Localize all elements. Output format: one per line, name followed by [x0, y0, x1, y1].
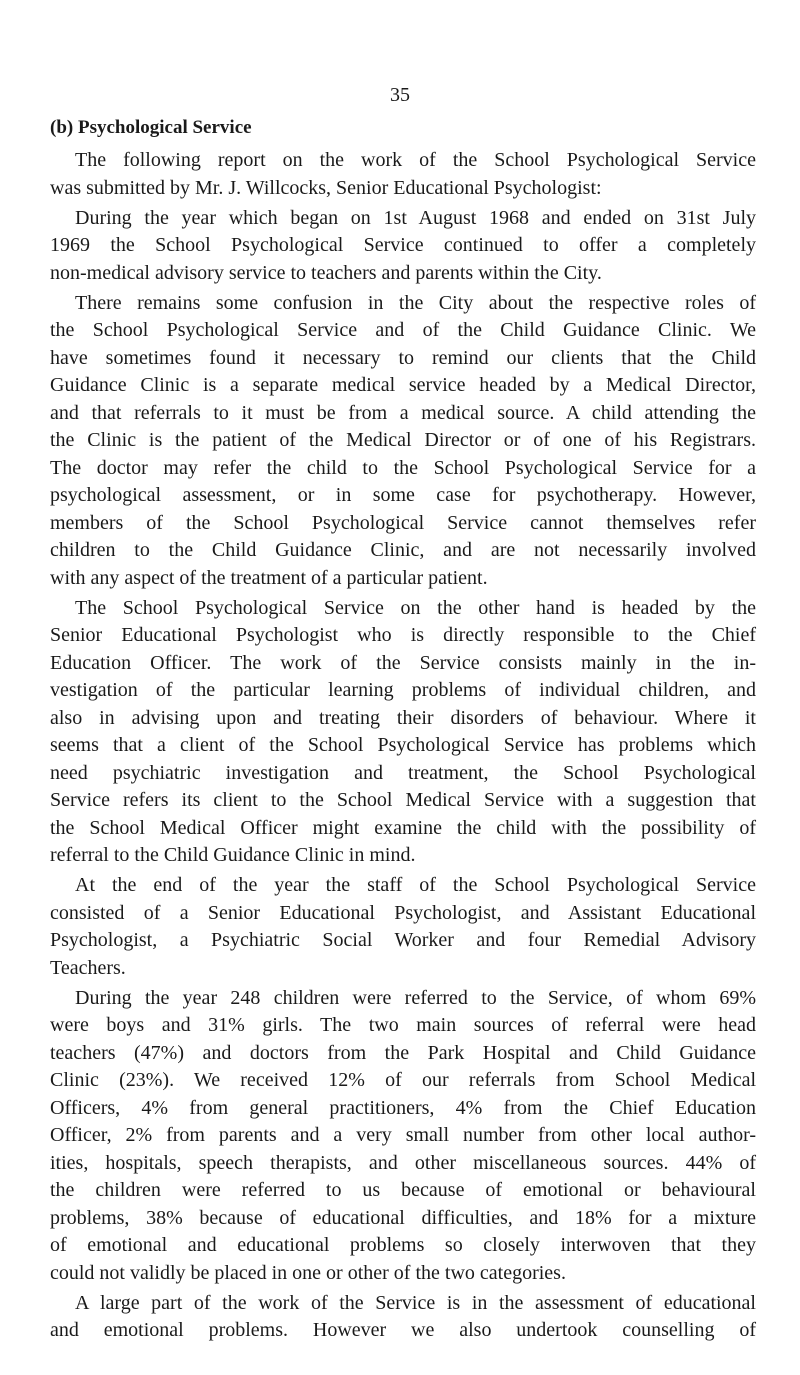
text-line: with any aspect of the treatment of a particular patient.: [50, 566, 488, 589]
page-number: 35: [390, 84, 410, 106]
paragraph: [50, 872, 756, 982]
text-line: During the year 248 children were referred to the Service, of whom 69%: [75, 986, 756, 1009]
text-line: members of the School Psychological Service cannot themselves refer: [50, 511, 756, 534]
text-line: The doctor may refer the child to the School Psychological Service for a: [50, 456, 756, 479]
text-line: teachers (47%) and doctors from the Park Hospital and Child Guidance: [50, 1041, 756, 1064]
paragraph: [50, 985, 756, 1288]
text-line: Clinic (23%). We received 12% of our referrals from School Medical: [50, 1069, 756, 1091]
paragraph: [50, 147, 756, 202]
text-line: children to the Child Guidance Clinic, and are not necessarily involved: [50, 539, 756, 561]
text-line: could not validly be placed in one or other of the two categories.: [50, 1261, 566, 1284]
text-line: consisted of a Senior Educational Psychologist, and Assistant Educational: [50, 901, 756, 924]
text-line: the School Medical Officer might examine the child with the possibility of: [50, 816, 756, 839]
text-line: ities, hospitals, speech therapists, and other miscellaneous sources. 44% of: [50, 1151, 756, 1174]
text-line: 1969 the School Psychological Service continued to offer a completely: [50, 234, 756, 256]
text-line: and that referrals to it must be from a medical source. A child attending the: [50, 401, 756, 424]
text-line: The following report on the work of the School Psychological Service: [75, 149, 756, 171]
text-line: Education Officer. The work of the Service consists mainly in the in-: [50, 651, 756, 674]
text-line: seems that a client of the School Psychological Service has problems which: [50, 734, 756, 756]
text-line: the Clinic is the patient of the Medical Director or of one of his Registrars.: [50, 429, 756, 451]
paragraph: [50, 595, 756, 870]
text-line: was submitted by Mr. J. Willcocks, Senior Educational Psychologist:: [50, 176, 602, 199]
text-line: the School Psychological Service and of the Child Guidance Clinic. We: [50, 319, 756, 341]
text-line: need psychiatric investigation and treatment, the School Psychological: [50, 761, 756, 784]
text-line: There remains some confusion in the City about the respective roles of: [75, 291, 756, 314]
text-line: A large part of the work of the Service is in the assessment of educational: [75, 1291, 756, 1314]
text-line: Officers, 4% from general practitioners, 4% from the Chief Education: [50, 1096, 756, 1119]
text-line: Service refers its client to the School Medical Service with a suggestion that: [50, 789, 756, 811]
text-line: referral to the Child Guidance Clinic in mind.: [50, 844, 416, 866]
text-line: psychological assessment, or in some case for psychotherapy. However,: [50, 484, 756, 506]
text-line: Teachers.: [50, 956, 126, 979]
text-line: At the end of the year the staff of the School Psychological Service: [75, 874, 756, 896]
text-line: Senior Educational Psychologist who is directly responsible to the Chief: [50, 624, 756, 646]
text-line: Guidance Clinic is a separate medical service headed by a Medical Director,: [50, 374, 756, 396]
text-line: problems, 38% because of educational difficulties, and 18% for a mixture: [50, 1206, 756, 1229]
text-line: During the year which began on 1st August 1968 and ended on 31st July: [75, 206, 756, 229]
paragraph: [50, 1290, 756, 1345]
section-heading: (b) Psychological Service: [50, 117, 252, 138]
paragraph: [50, 290, 756, 593]
text-line: and emotional problems. However we also undertook counselling of: [50, 1319, 756, 1341]
text-line: the children were referred to us because of emotional or behavioural: [50, 1179, 756, 1201]
text-line: also in advising upon and treating their disorders of behaviour. Where it: [50, 706, 756, 729]
text-line: Psychologist, a Psychiatric Social Worker and four Remedial Advisory: [50, 929, 756, 951]
text-line: non-medical advisory service to teachers and parents within the City.: [50, 261, 602, 284]
text-line: Officer, 2% from parents and a very small number from other local author-: [50, 1124, 756, 1146]
text-line: The School Psychological Service on the other hand is headed by the: [75, 596, 756, 619]
text-line: vestigation of the particular learning problems of individual children, and: [50, 679, 756, 701]
document-body: [50, 147, 756, 1347]
text-line: were boys and 31% girls. The two main sources of referral were head: [50, 1014, 756, 1036]
text-line: of emotional and educational problems so closely interwoven that they: [50, 1234, 756, 1256]
text-line: have sometimes found it necessary to remind our clients that the Child: [50, 346, 756, 369]
paragraph: [50, 205, 756, 288]
